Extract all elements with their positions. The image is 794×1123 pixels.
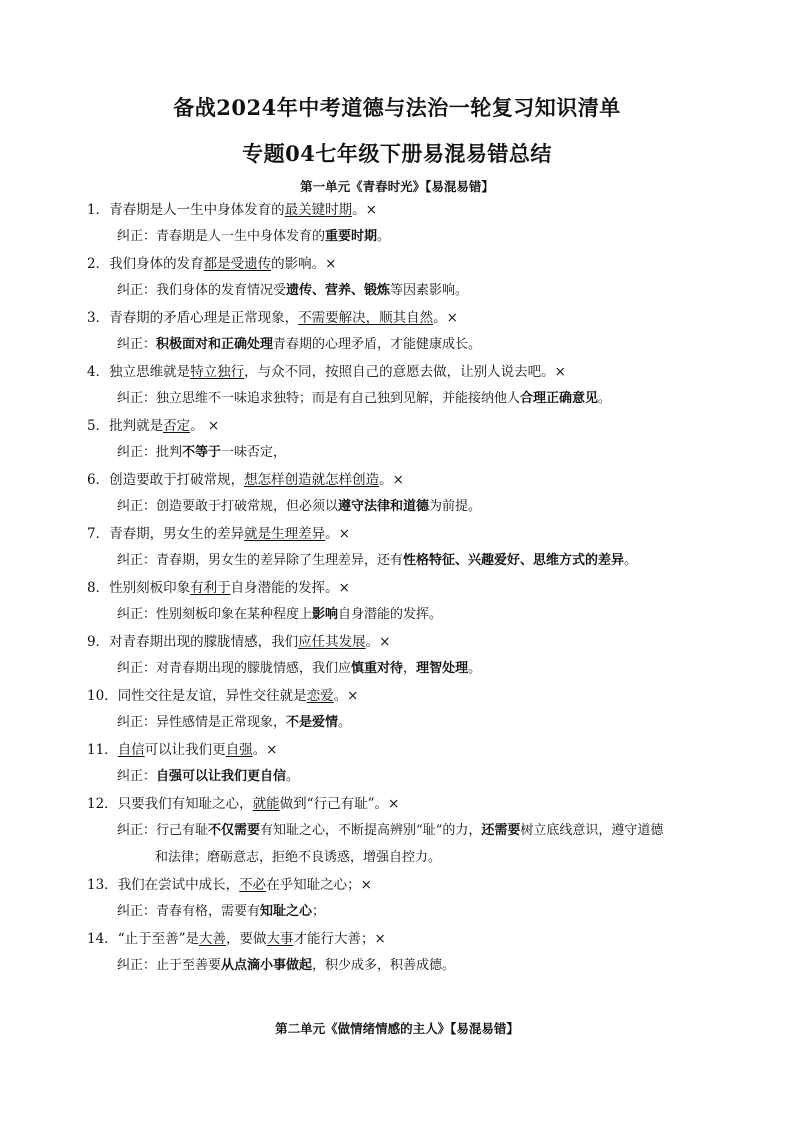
mistake-statement: 9．对青春期出现的朦胧情感，我们应任其发展。× (87, 634, 391, 650)
correction-text: 纠正：我们身体的发育情况受遗传、营养、锻炼等因素影响。 (117, 283, 469, 298)
list-item (0, 578, 794, 632)
document-title: 备战2024年中考道德与法治一轮复习知识清单 (173, 95, 621, 120)
unit2-heading: 第二单元《做情绪情感的主人》【易混易错】 (275, 1021, 519, 1036)
unit1-heading: 第一单元《青春时光》【易混易错】 (300, 179, 494, 194)
list-item (0, 929, 794, 983)
correction-text: 纠正：止于至善要从点滴小事做起，积少成多，积善成德。 (117, 958, 456, 973)
correction-text: 纠正：独立思维不一味追求独特；而是有自己独到见解，并能接纳他人合理正确意见。 (117, 391, 612, 406)
correction-text: 纠正：性别刻板印象在某种程度上影响自身潜能的发挥。 (117, 607, 443, 622)
list-item (0, 794, 794, 875)
list-item (0, 632, 794, 686)
list-item (0, 740, 794, 794)
mistake-statement: 3．青春期的矛盾心理是正常现象，不需要解决，顺其自然。× (87, 310, 458, 326)
correction-text: 纠正：创造要敢于打破常规，但必须以遵守法律和道德为前提。 (117, 499, 482, 514)
correction-text: 纠正：行己有耻不仅需要有知耻之心，不断提高辨别“耻”的力，还需要树立底线意识，遵守道德 和法律；磨砺意志，拒绝不良诱惑，增强自控力。 (117, 821, 717, 868)
list-item (0, 308, 794, 362)
mistake-statement: 12．只要我们有知耻之心，就能做到“行己有耻”。× (87, 796, 400, 812)
correction-text: 纠正：青春有格，需要有知耻之心； (117, 904, 326, 919)
mistake-statement: 4．独立思维就是特立独行，与众不同，按照自己的意愿去做，让别人说去吧。× (87, 364, 566, 380)
list-item (0, 254, 794, 308)
correction-text: 纠正：青春期，男女生的差异除了生理差异，还有性格特征、兴趣爱好、思维方式的差异。 (117, 553, 638, 568)
mistake-statement: 14．“止于至善”是大善，要做大事才能行大善；× (87, 931, 386, 947)
error-list (0, 200, 794, 983)
list-item (0, 686, 794, 740)
correction-text: 纠正：批判不等于一味否定， (117, 445, 287, 460)
mistake-statement: 7．青春期，男女生的差异就是生理差异。× (87, 526, 350, 542)
mistake-statement: 5．批判就是否定。 × (87, 418, 220, 434)
mistake-statement: 10．同性交往是友谊，异性交往就是恋爱。× (87, 688, 359, 704)
mistake-statement: 11．自信可以让我们更自强。× (87, 742, 278, 758)
correction-text: 纠正：积极面对和正确处理青春期的心理矛盾，才能健康成长。 (117, 337, 482, 352)
mistake-statement: 1．青春期是人一生中身体发育的最关键时期。× (87, 202, 377, 218)
list-item (0, 416, 794, 470)
list-item (0, 875, 794, 929)
correction-text: 纠正：异性感情是正常现象，不是爱情。 (117, 715, 352, 730)
mistake-statement: 13．我们在尝试中成长，不必在乎知耻之心；× (87, 877, 372, 893)
mistake-statement: 2．我们身体的发育都是受遗传的影响。× (87, 256, 337, 272)
list-item (0, 470, 794, 524)
correction-continuation: 和法律；磨砺意志，拒绝不良诱惑，增强自控力。 (155, 850, 442, 865)
list-item (0, 200, 794, 254)
list-item (0, 524, 794, 578)
document-subtitle: 专题04七年级下册易混易错总结 (242, 141, 552, 166)
correction-text: 纠正：青春期是人一生中身体发育的重要时期。 (117, 229, 391, 244)
mistake-statement: 8．性别刻板印象有利于自身潜能的发挥。× (87, 580, 350, 596)
mistake-statement: 6．创造要敢于打破常规，想怎样创造就怎样创造。× (87, 472, 404, 488)
correction-text: 纠正：对青春期出现的朦胧情感，我们应慎重对待，理智处理。 (117, 661, 482, 676)
correction-text: 纠正：自强可以让我们更自信。 (117, 769, 300, 784)
list-item (0, 362, 794, 416)
